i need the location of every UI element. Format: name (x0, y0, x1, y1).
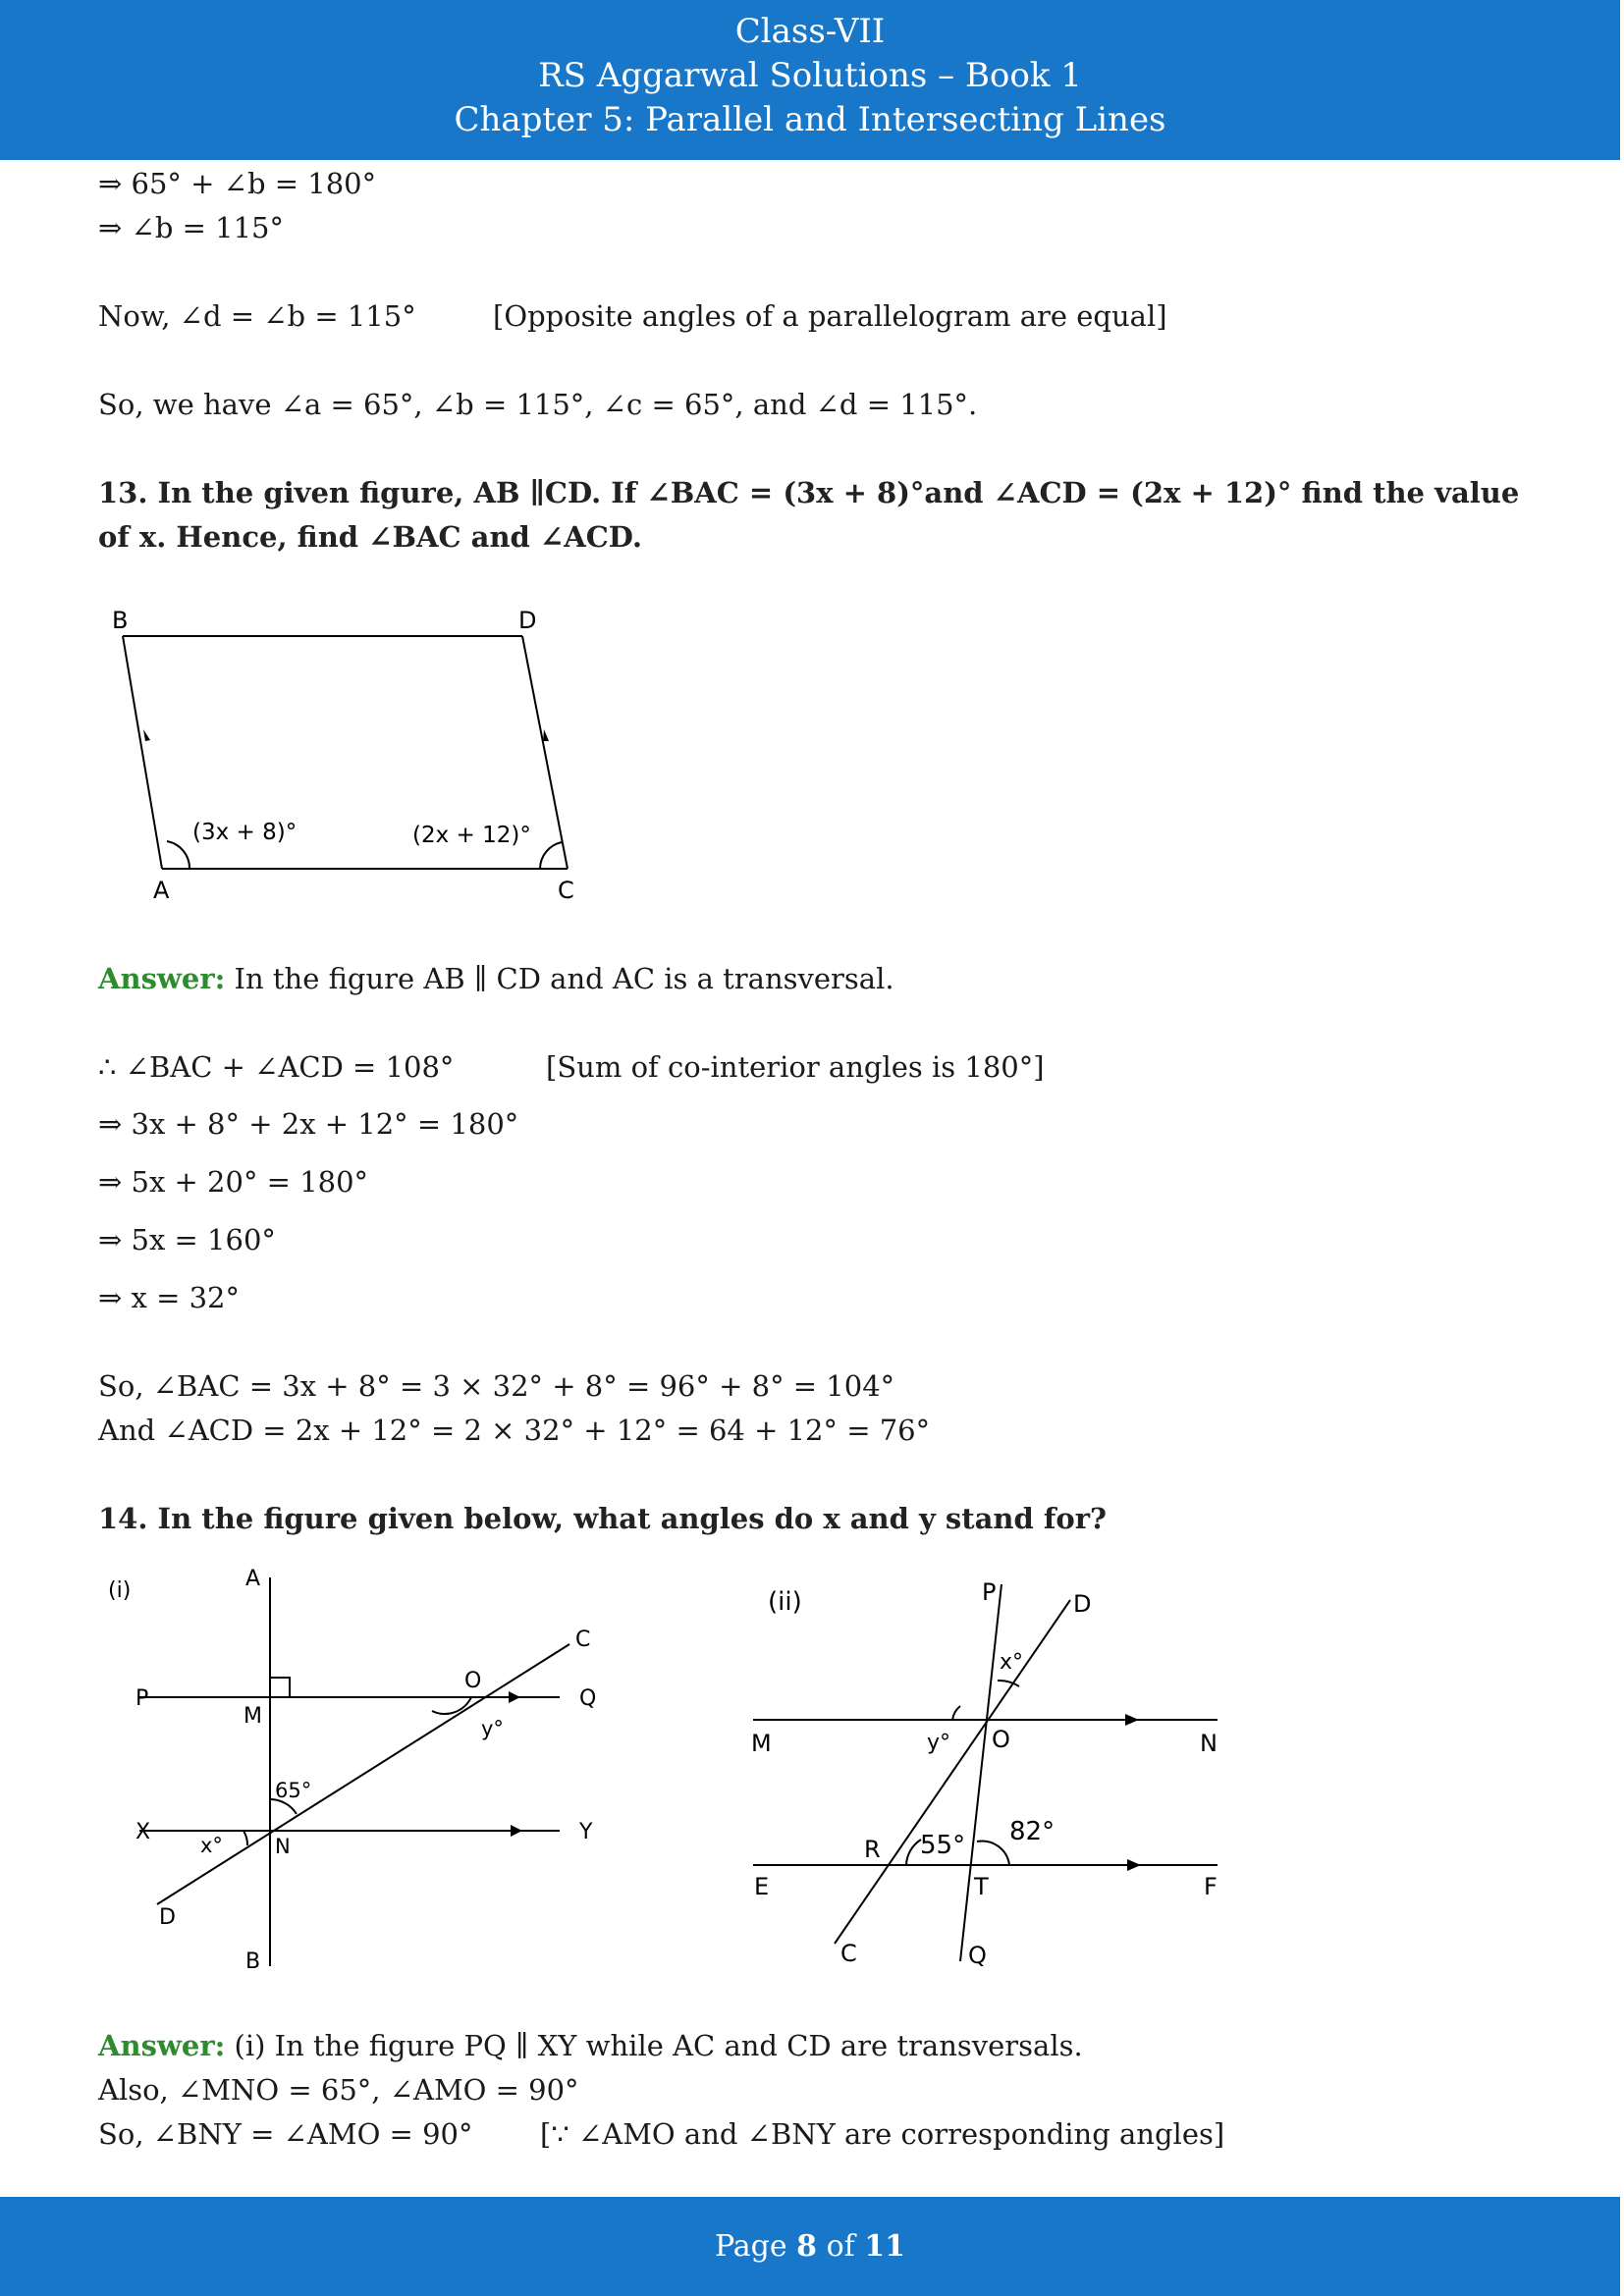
footer-prefix: Page (714, 2229, 797, 2264)
answer-label: Answer: (98, 962, 226, 995)
text-line: So, ∠BAC = 3x + 8° = 3 × 32° + 8° = 96° + 8° = 104° (98, 1369, 895, 1403)
label-N: N (275, 1835, 291, 1858)
angle-x: x° (200, 1834, 223, 1857)
label-P: P (982, 1578, 997, 1606)
label-R: R (864, 1836, 881, 1863)
header-class: Class-VII (734, 12, 886, 51)
angle-55: 55° (920, 1831, 966, 1860)
tag-i: (i) (108, 1578, 132, 1603)
label-O: O (992, 1726, 1010, 1753)
reason-text: [Sum of co-interior angles is 180°] (546, 1050, 1045, 1084)
label-M: M (751, 1730, 772, 1757)
angle-y: y° (927, 1731, 951, 1755)
footer-mid: of (817, 2229, 865, 2264)
tag-ii: (ii) (768, 1587, 802, 1617)
label-D: D (159, 1905, 176, 1930)
header-book: RS Aggarwal Solutions – Book 1 (538, 56, 1082, 95)
text-line: ⇒ 5x = 160° (98, 1223, 276, 1256)
answer-text: In the figure AB ∥ CD and AC is a transversal. (234, 962, 894, 995)
text-line: ⇒ ∠b = 115° (98, 211, 284, 244)
label-A: A (245, 1567, 261, 1591)
text-line: ∴ ∠BAC + ∠ACD = 108° (98, 1050, 455, 1084)
footer-total-pages: 11 (864, 2229, 906, 2264)
page-header (0, 0, 1620, 160)
label-T: T (974, 1873, 989, 1900)
angle-x: x° (1000, 1650, 1024, 1675)
label-N: N (1200, 1730, 1218, 1757)
label-P: P (135, 1686, 149, 1711)
text-line: ⇒ 5x + 20° = 180° (98, 1165, 369, 1199)
label-O: O (464, 1669, 482, 1693)
question-14: 14. In the figure given below, what angles do x and y stand for? (98, 1502, 1107, 1535)
header-chapter: Chapter 5: Parallel and Intersecting Lines (454, 100, 1166, 139)
reason-text: [∵ ∠AMO and ∠BNY are corresponding angles] (540, 2117, 1225, 2151)
text-line: Also, ∠MNO = 65°, ∠AMO = 90° (98, 2073, 579, 2107)
label-M: M (244, 1704, 262, 1729)
page-footer (0, 2197, 1620, 2296)
label-E: E (754, 1873, 770, 1900)
text-line: ⇒ x = 32° (98, 1281, 241, 1314)
question-13: 13. In the given figure, AB ∥CD. If ∠BAC = (3x + 8)°and ∠ACD = (2x + 12)° find the value of x. Hence, find ∠BAC and ∠ACD. (98, 476, 1520, 554)
label-C: C (840, 1940, 857, 1967)
label-Q: Q (968, 1942, 987, 1969)
text-line: So, ∠BNY = ∠AMO = 90° (98, 2117, 473, 2151)
label-A: A (153, 877, 170, 904)
answer-14-line (98, 2029, 1083, 2062)
label-Y: Y (579, 1820, 593, 1844)
figure-13-parallelogram (98, 599, 589, 913)
label-F: F (1204, 1873, 1218, 1900)
text-line: ⇒ 3x + 8° + 2x + 12° = 180° (98, 1107, 519, 1141)
angle-y: y° (481, 1717, 504, 1740)
answer-label: Answer: (98, 2029, 226, 2062)
text-line: And ∠ACD = 2x + 12° = 2 × 32° + 12° = 64 + 12° = 76° (98, 1414, 931, 1447)
label-X: X (135, 1820, 151, 1844)
angle-A-label: (3x + 8)° (192, 820, 298, 845)
text-line: So, we have ∠a = 65°, ∠b = 115°, ∠c = 65°, and ∠d = 115°. (98, 388, 978, 421)
text-line: ⇒ 65° + ∠b = 180° (98, 167, 377, 200)
label-B: B (112, 607, 129, 634)
label-D: D (518, 607, 537, 634)
label-D: D (1073, 1590, 1092, 1618)
angle-65: 65° (275, 1779, 312, 1802)
label-B: B (245, 1949, 261, 1974)
footer-page-number: 8 (796, 2229, 818, 2264)
text-line: Now, ∠d = ∠b = 115° (98, 299, 416, 333)
label-C: C (575, 1628, 591, 1652)
figure-14-ii (746, 1571, 1237, 1973)
label-C: C (558, 877, 574, 904)
label-Q: Q (579, 1686, 597, 1711)
figure-14-i (98, 1566, 609, 1978)
angle-82: 82° (1009, 1817, 1056, 1846)
answer-text: (i) In the figure PQ ∥ XY while AC and CD are transversals. (234, 2029, 1083, 2062)
angle-C-label: (2x + 12)° (412, 823, 531, 848)
reason-text: [Opposite angles of a parallelogram are equal] (493, 299, 1167, 333)
answer-13-line (98, 962, 894, 995)
